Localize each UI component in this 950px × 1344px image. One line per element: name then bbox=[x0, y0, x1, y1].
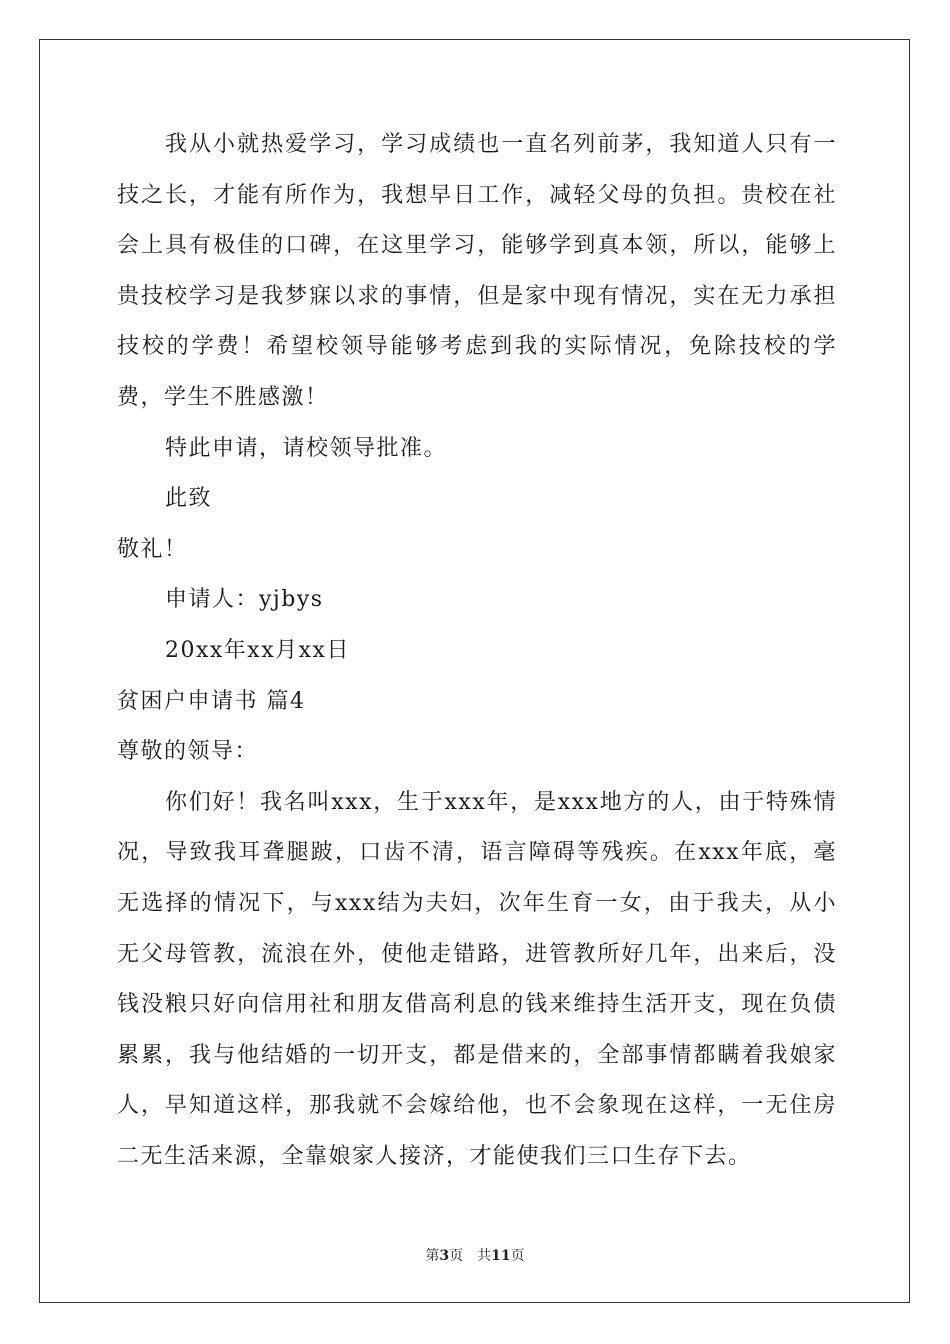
paragraph-study-reason: 我从小就热爱学习，学习成绩也一直名列前茅，我知道人只有一技之长，才能有所作为，我想早日工作，减轻父母的负担。贵校在社会上具有极佳的口碑，在这里学习，能够学到真本领，所以，能够上贵技校学习是我梦寐以求的事情，但是家中现有情况，实在无力承担技校的学费！希望校领导能够考虑到我的实际情况，免除技校的学费，学生不胜感激！ bbox=[117, 132, 837, 410]
footer-prefix: 第 bbox=[425, 1248, 440, 1264]
section-title: 贫困户申请书 篇4 bbox=[117, 688, 306, 714]
salutation: 尊敬的领导： bbox=[117, 739, 259, 765]
footer-total-prefix: 共 bbox=[477, 1248, 492, 1264]
footer-total-pages: 11 bbox=[491, 1248, 511, 1264]
closing-cizhi: 此致 bbox=[165, 486, 213, 512]
paragraph-situation: 你们好！我名叫xxx，生于xxx年，是xxx地方的人，由于特殊情况，导致我耳聋腿跛，口齿不清，语言障碍等残疾。在xxx年底，毫无选择的情况下，与xxx结为夫妇，次年生育一女，由于我夫，从小无父母管教，流浪在外，使他走错路，进管教所好几年，出来后，没钱没粮只好向信用社和朋友借高利息的钱来维持生活开支，现在负债累累，我与他结婚的一切开支，都是借来的，全部事情都瞒着我娘家人，早知道这样，那我就不会嫁给他，也不会象现在这样，一无住房二无生活来源，全靠娘家人接济，才能使我们三口生存下去。 bbox=[117, 789, 837, 1169]
page-footer bbox=[0, 1246, 950, 1266]
applicant-line: 申请人：yjbys bbox=[165, 587, 324, 613]
date-line: 20xx年xx月xx日 bbox=[165, 637, 350, 663]
paragraph-request: 特此申请，请校领导批准。 bbox=[165, 435, 448, 461]
document-body bbox=[117, 120, 837, 1182]
footer-total-suffix: 页 bbox=[510, 1248, 525, 1264]
footer-page-number: 3 bbox=[439, 1248, 450, 1264]
closing-jingli: 敬礼！ bbox=[117, 536, 188, 562]
footer-page-suffix: 页 bbox=[449, 1248, 464, 1264]
